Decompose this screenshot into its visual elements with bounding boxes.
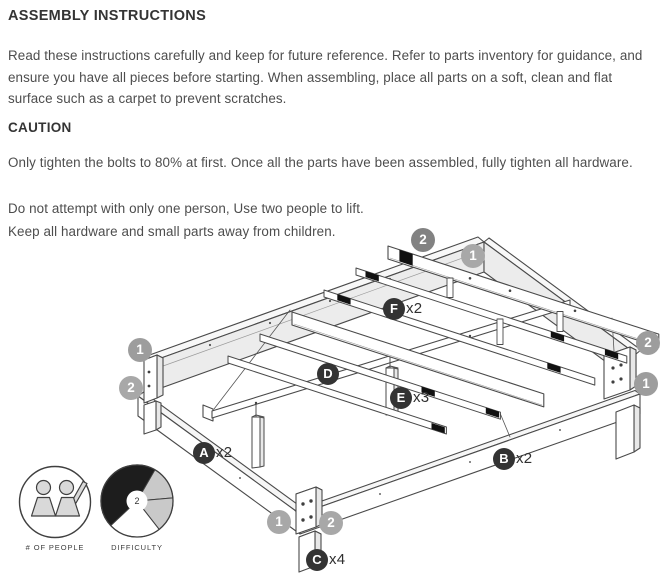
step-badge: 2: [319, 511, 343, 535]
part-label-b: [493, 448, 532, 470]
part-letter: C: [306, 549, 328, 571]
step-badge: 1: [461, 244, 485, 268]
part-label-d: [317, 363, 340, 385]
part-letter: E: [390, 387, 412, 409]
caution-item: Do not attempt with only one person, Use two people to lift.: [8, 201, 364, 216]
part-qty: x3: [413, 389, 430, 406]
step-badge: 1: [634, 372, 658, 396]
people-legend-label: # OF PEOPLE: [25, 543, 85, 552]
part-qty: x2: [406, 300, 423, 317]
step-badge: 2: [636, 331, 660, 355]
side-rail-b: [295, 391, 640, 535]
difficulty-value: 2: [134, 496, 140, 506]
page-title: ASSEMBLY INSTRUCTIONS: [8, 8, 207, 24]
left-corner-post: [144, 355, 163, 434]
part-label-c: [306, 549, 345, 571]
two-people-icon: [20, 467, 91, 538]
step-badge: 2: [119, 376, 143, 400]
part-qty: x2: [216, 444, 233, 461]
part-letter: F: [383, 298, 405, 320]
part-label-a: [193, 442, 232, 464]
caution-item: Only tighten the bolts to 80% at first. Once all the parts have been assembled, fully tighten all hardware.: [8, 155, 633, 170]
part-letter: A: [193, 442, 215, 464]
part-label-e: [390, 387, 429, 409]
part-qty: x4: [329, 551, 346, 568]
step-badge: 1: [267, 510, 291, 534]
difficulty-legend-label: DIFFICULTY: [111, 543, 163, 552]
part-qty: x2: [516, 450, 533, 467]
part-letter: B: [493, 448, 515, 470]
caution-heading: CAUTION: [8, 120, 72, 135]
caution-item: Keep all hardware and small parts away from children.: [8, 224, 336, 239]
part-letter: D: [317, 363, 339, 385]
part-label-f: [383, 298, 422, 320]
support-leg-e: [252, 415, 264, 468]
intro-paragraph: Read these instructions carefully and keep for future reference. Refer to parts inventory for guidance, and ensure you have all pieces before starting. When assembling, place all parts on a soft, clean and flat surface such as a carpet to prevent scratches.: [8, 48, 643, 106]
step-badge: 2: [411, 228, 435, 252]
step-badge: 1: [128, 338, 152, 362]
